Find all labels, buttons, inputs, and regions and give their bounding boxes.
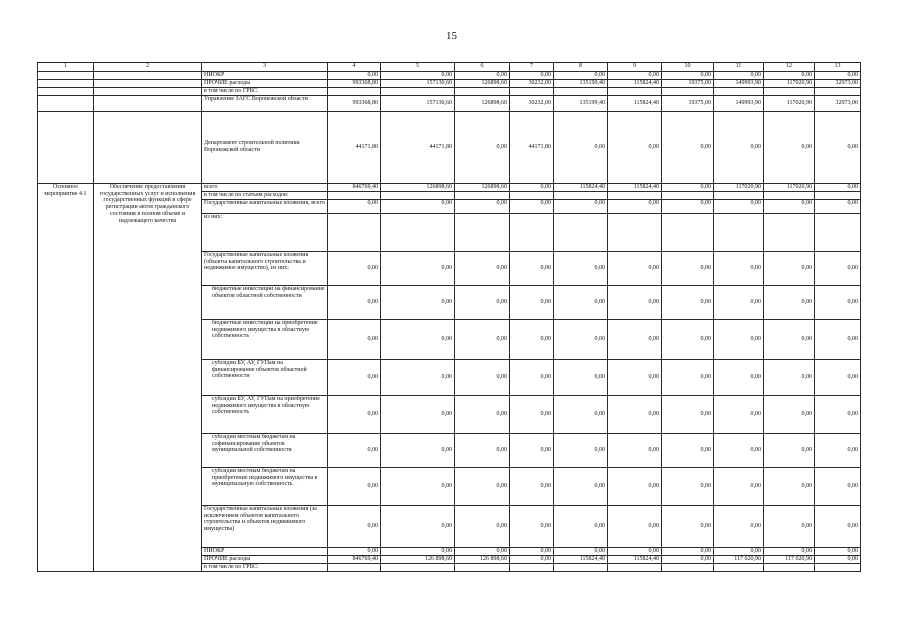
value-cell bbox=[662, 191, 714, 199]
empty-cell bbox=[94, 87, 202, 95]
row-label: всего bbox=[202, 183, 328, 191]
table-row bbox=[38, 95, 861, 111]
value-cell bbox=[381, 87, 455, 95]
column-header: 5 bbox=[381, 63, 455, 72]
value-cell: 0,00 bbox=[510, 285, 554, 319]
empty-cell bbox=[94, 72, 202, 80]
value-cell: 0,00 bbox=[328, 547, 381, 555]
value-cell: 0,00 bbox=[510, 319, 554, 359]
empty-cell bbox=[38, 111, 94, 183]
value-cell: 846769,40 bbox=[328, 183, 381, 191]
value-cell bbox=[714, 87, 764, 95]
value-cell: 0,00 bbox=[714, 111, 764, 183]
value-cell bbox=[608, 191, 662, 199]
value-cell bbox=[554, 87, 608, 95]
value-cell: 44171,80 bbox=[328, 111, 381, 183]
column-header: 2 bbox=[94, 63, 202, 72]
value-cell bbox=[714, 563, 764, 571]
column-header: 6 bbox=[455, 63, 510, 72]
value-cell bbox=[554, 213, 608, 251]
value-cell: 0,00 bbox=[608, 395, 662, 433]
value-cell bbox=[381, 191, 455, 199]
value-cell: 0,00 bbox=[455, 433, 510, 467]
value-cell: 0,00 bbox=[608, 505, 662, 547]
value-cell: 115824,40 bbox=[554, 555, 608, 563]
value-cell: 0,00 bbox=[510, 183, 554, 191]
value-cell: 117 020,90 bbox=[714, 555, 764, 563]
table-row bbox=[38, 183, 861, 191]
value-cell: 0,00 bbox=[381, 251, 455, 285]
value-cell: 0,00 bbox=[554, 72, 608, 80]
value-cell: 0,00 bbox=[554, 433, 608, 467]
value-cell: 0,00 bbox=[608, 467, 662, 505]
value-cell: 0,00 bbox=[815, 433, 861, 467]
value-cell bbox=[815, 191, 861, 199]
value-cell: 0,00 bbox=[608, 199, 662, 213]
value-cell: 993368,80 bbox=[328, 79, 381, 87]
value-cell: 0,00 bbox=[554, 285, 608, 319]
value-cell: 44171,80 bbox=[381, 111, 455, 183]
value-cell: 0,00 bbox=[815, 467, 861, 505]
column-header: 9 bbox=[608, 63, 662, 72]
value-cell: 117020,90 bbox=[764, 95, 815, 111]
value-cell: 0,00 bbox=[608, 251, 662, 285]
value-cell: 0,00 bbox=[554, 505, 608, 547]
row-label: в том числе по ГРБС: bbox=[202, 563, 328, 571]
value-cell: 0,00 bbox=[662, 72, 714, 80]
value-cell: 0,00 bbox=[764, 433, 815, 467]
value-cell: 0,00 bbox=[815, 395, 861, 433]
value-cell: 0,00 bbox=[554, 111, 608, 183]
value-cell: 846769,40 bbox=[328, 555, 381, 563]
value-cell: 117020,90 bbox=[764, 183, 815, 191]
empty-cell bbox=[94, 95, 202, 111]
value-cell bbox=[510, 191, 554, 199]
value-cell: 115824,40 bbox=[608, 79, 662, 87]
value-cell: 0,00 bbox=[815, 359, 861, 395]
value-cell bbox=[554, 563, 608, 571]
value-cell: 0,00 bbox=[510, 72, 554, 80]
value-cell bbox=[608, 563, 662, 571]
value-cell bbox=[764, 563, 815, 571]
value-cell: 30232,00 bbox=[510, 95, 554, 111]
value-cell: 0,00 bbox=[381, 547, 455, 555]
value-cell: 135199,40 bbox=[554, 95, 608, 111]
value-cell: 0,00 bbox=[510, 251, 554, 285]
value-cell: 30232,00 bbox=[510, 79, 554, 87]
empty-cell bbox=[94, 111, 202, 183]
row-label: из них: bbox=[202, 213, 328, 251]
value-cell: 0,00 bbox=[662, 467, 714, 505]
value-cell: 0,00 bbox=[608, 285, 662, 319]
value-cell: 0,00 bbox=[815, 183, 861, 191]
empty-cell bbox=[38, 72, 94, 80]
value-cell: 0,00 bbox=[662, 111, 714, 183]
value-cell: 0,00 bbox=[662, 395, 714, 433]
value-cell: 0,00 bbox=[764, 547, 815, 555]
value-cell bbox=[455, 87, 510, 95]
row-label: Государственные капитальные вложения (за исключением объектов капитального строительства и объектов недвижимого имущества) bbox=[202, 505, 328, 547]
value-cell: 0,00 bbox=[608, 547, 662, 555]
value-cell: 0,00 bbox=[764, 319, 815, 359]
value-cell: 126898,60 bbox=[455, 79, 510, 87]
value-cell bbox=[815, 87, 861, 95]
empty-cell bbox=[38, 95, 94, 111]
value-cell: 0,00 bbox=[662, 199, 714, 213]
value-cell: 0,00 bbox=[815, 285, 861, 319]
value-cell: 0,00 bbox=[554, 467, 608, 505]
value-cell: 0,00 bbox=[815, 555, 861, 563]
value-cell: 0,00 bbox=[815, 547, 861, 555]
row-label: бюджетные инвестиции на приобретение недвижимого имущества в областную собственность bbox=[202, 319, 328, 359]
value-cell: 0,00 bbox=[662, 505, 714, 547]
value-cell: 0,00 bbox=[662, 547, 714, 555]
value-cell: 0,00 bbox=[608, 319, 662, 359]
value-cell: 0,00 bbox=[714, 505, 764, 547]
value-cell: 115824,40 bbox=[608, 95, 662, 111]
page-number: 15 bbox=[446, 30, 457, 42]
value-cell bbox=[328, 87, 381, 95]
value-cell: 0,00 bbox=[764, 111, 815, 183]
row-label: субсидии БУ, АУ, ГУПам на приобретение недвижимого имущества в областную собственность bbox=[202, 395, 328, 433]
table-row bbox=[38, 87, 861, 95]
value-cell bbox=[764, 213, 815, 251]
value-cell bbox=[328, 191, 381, 199]
value-cell: 19375,00 bbox=[662, 79, 714, 87]
value-cell bbox=[714, 191, 764, 199]
value-cell: 0,00 bbox=[328, 72, 381, 80]
value-cell bbox=[455, 213, 510, 251]
value-cell: 0,00 bbox=[328, 467, 381, 505]
value-cell: 0,00 bbox=[662, 555, 714, 563]
value-cell: 0,00 bbox=[608, 359, 662, 395]
value-cell: 0,00 bbox=[328, 395, 381, 433]
value-cell: 0,00 bbox=[455, 285, 510, 319]
value-cell bbox=[328, 563, 381, 571]
row-label: Управление ЗАГС Воронежской области bbox=[202, 95, 328, 111]
row-label: Государственные капитальные вложения, всего bbox=[202, 199, 328, 213]
row-label: ПРОЧИЕ расходы bbox=[202, 555, 328, 563]
value-cell: 0,00 bbox=[662, 319, 714, 359]
value-cell: 0,00 bbox=[662, 359, 714, 395]
value-cell: 0,00 bbox=[455, 467, 510, 505]
value-cell: 0,00 bbox=[608, 72, 662, 80]
value-cell bbox=[815, 213, 861, 251]
value-cell: 0,00 bbox=[554, 199, 608, 213]
value-cell: 0,00 bbox=[608, 433, 662, 467]
value-cell: 0,00 bbox=[764, 72, 815, 80]
value-cell: 0,00 bbox=[714, 547, 764, 555]
value-cell bbox=[554, 191, 608, 199]
row-label: ПРОЧИЕ расходы bbox=[202, 79, 328, 87]
header-row bbox=[38, 63, 861, 72]
value-cell: 115824,40 bbox=[608, 183, 662, 191]
value-cell: 0,00 bbox=[662, 251, 714, 285]
value-cell: 0,00 bbox=[510, 433, 554, 467]
column-header: 10 bbox=[662, 63, 714, 72]
value-cell: 117020,90 bbox=[714, 183, 764, 191]
table-row bbox=[38, 111, 861, 183]
row-label: Государственные капитальные вложения (объекты капитального строительства и недвижимое имущество), из них: bbox=[202, 251, 328, 285]
value-cell bbox=[381, 563, 455, 571]
value-cell bbox=[328, 213, 381, 251]
value-cell: 0,00 bbox=[328, 359, 381, 395]
column-header: 12 bbox=[764, 63, 815, 72]
value-cell: 0,00 bbox=[510, 547, 554, 555]
value-cell: 0,00 bbox=[455, 199, 510, 213]
value-cell: 0,00 bbox=[815, 505, 861, 547]
measure-code: Основное мероприятие 4.1 bbox=[38, 183, 94, 571]
value-cell: 126898,60 bbox=[381, 183, 455, 191]
value-cell: 0,00 bbox=[815, 251, 861, 285]
value-cell: 0,00 bbox=[455, 111, 510, 183]
row-label: бюджетные инвестиции на финансирование объектов областной собственности bbox=[202, 285, 328, 319]
value-cell: 0,00 bbox=[815, 199, 861, 213]
value-cell: 0,00 bbox=[510, 395, 554, 433]
value-cell: 0,00 bbox=[554, 395, 608, 433]
value-cell: 0,00 bbox=[608, 111, 662, 183]
value-cell: 0,00 bbox=[510, 505, 554, 547]
value-cell: 0,00 bbox=[714, 72, 764, 80]
value-cell: 0,00 bbox=[510, 199, 554, 213]
value-cell: 0,00 bbox=[328, 199, 381, 213]
value-cell: 0,00 bbox=[381, 359, 455, 395]
value-cell: 0,00 bbox=[510, 555, 554, 563]
value-cell: 0,00 bbox=[764, 199, 815, 213]
value-cell: 32973,00 bbox=[815, 79, 861, 87]
value-cell bbox=[608, 87, 662, 95]
value-cell: 126 898,60 bbox=[455, 555, 510, 563]
value-cell: 0,00 bbox=[510, 467, 554, 505]
value-cell: 0,00 bbox=[381, 505, 455, 547]
table-row bbox=[38, 72, 861, 80]
value-cell bbox=[764, 191, 815, 199]
value-cell: 0,00 bbox=[328, 251, 381, 285]
value-cell: 0,00 bbox=[554, 359, 608, 395]
value-cell: 0,00 bbox=[381, 285, 455, 319]
value-cell: 149993,90 bbox=[714, 95, 764, 111]
value-cell: 0,00 bbox=[764, 505, 815, 547]
value-cell: 157130,60 bbox=[381, 79, 455, 87]
value-cell: 993368,80 bbox=[328, 95, 381, 111]
row-label: НИОКР bbox=[202, 72, 328, 80]
value-cell: 149993,90 bbox=[714, 79, 764, 87]
row-label: Департамент строительной политики Воронежской области bbox=[202, 111, 328, 183]
value-cell: 117020,90 bbox=[764, 79, 815, 87]
value-cell bbox=[608, 213, 662, 251]
value-cell bbox=[662, 213, 714, 251]
value-cell: 0,00 bbox=[815, 111, 861, 183]
value-cell: 0,00 bbox=[328, 505, 381, 547]
value-cell: 0,00 bbox=[554, 547, 608, 555]
value-cell: 0,00 bbox=[554, 251, 608, 285]
table-row bbox=[38, 79, 861, 87]
empty-cell bbox=[38, 79, 94, 87]
value-cell: 0,00 bbox=[381, 395, 455, 433]
value-cell: 0,00 bbox=[714, 467, 764, 505]
column-header: 3 bbox=[202, 63, 328, 72]
value-cell: 0,00 bbox=[455, 395, 510, 433]
row-label: субсидии местным бюджетам на приобретение недвижимого имущества в муниципальную собственность bbox=[202, 467, 328, 505]
value-cell: 0,00 bbox=[328, 433, 381, 467]
value-cell: 0,00 bbox=[764, 251, 815, 285]
value-cell: 0,00 bbox=[381, 433, 455, 467]
value-cell bbox=[714, 213, 764, 251]
value-cell bbox=[510, 87, 554, 95]
value-cell: 0,00 bbox=[510, 359, 554, 395]
value-cell: 0,00 bbox=[764, 395, 815, 433]
column-header: 4 bbox=[328, 63, 381, 72]
value-cell: 0,00 bbox=[554, 319, 608, 359]
value-cell bbox=[764, 87, 815, 95]
column-header: 11 bbox=[714, 63, 764, 72]
value-cell: 0,00 bbox=[714, 433, 764, 467]
value-cell: 126898,60 bbox=[455, 183, 510, 191]
row-label: в том числе по статьям расходов: bbox=[202, 191, 328, 199]
value-cell: 19375,00 bbox=[662, 95, 714, 111]
column-header: 7 bbox=[510, 63, 554, 72]
value-cell: 0,00 bbox=[455, 547, 510, 555]
value-cell bbox=[455, 191, 510, 199]
empty-cell bbox=[38, 87, 94, 95]
value-cell: 0,00 bbox=[815, 72, 861, 80]
value-cell: 115824,40 bbox=[608, 555, 662, 563]
budget-table bbox=[37, 62, 861, 572]
value-cell: 0,00 bbox=[381, 72, 455, 80]
value-cell: 0,00 bbox=[714, 251, 764, 285]
value-cell: 0,00 bbox=[381, 199, 455, 213]
empty-cell bbox=[94, 79, 202, 87]
value-cell: 0,00 bbox=[714, 395, 764, 433]
value-cell: 0,00 bbox=[328, 285, 381, 319]
value-cell: 0,00 bbox=[815, 319, 861, 359]
value-cell: 157130,60 bbox=[381, 95, 455, 111]
value-cell: 0,00 bbox=[764, 359, 815, 395]
value-cell bbox=[381, 213, 455, 251]
measure-name: Обеспечение предоставления государственных услуг и исполнения государственных функций в сфере регистрации актов гражданского состояния в полном объеме и надлежащего качества bbox=[94, 183, 202, 571]
row-label: в том числе по ГРБС: bbox=[202, 87, 328, 95]
value-cell: 117 020,90 bbox=[764, 555, 815, 563]
value-cell: 32973,00 bbox=[815, 95, 861, 111]
value-cell bbox=[815, 563, 861, 571]
value-cell: 126898,60 bbox=[455, 95, 510, 111]
value-cell: 126 898,60 bbox=[381, 555, 455, 563]
value-cell: 0,00 bbox=[455, 251, 510, 285]
value-cell: 0,00 bbox=[328, 319, 381, 359]
value-cell: 0,00 bbox=[455, 72, 510, 80]
value-cell: 44171,80 bbox=[510, 111, 554, 183]
value-cell bbox=[510, 213, 554, 251]
value-cell: 0,00 bbox=[714, 359, 764, 395]
value-cell: 115824,40 bbox=[554, 183, 608, 191]
value-cell: 0,00 bbox=[764, 285, 815, 319]
value-cell: 0,00 bbox=[662, 433, 714, 467]
value-cell: 0,00 bbox=[381, 319, 455, 359]
value-cell: 0,00 bbox=[662, 183, 714, 191]
value-cell: 0,00 bbox=[381, 467, 455, 505]
value-cell: 0,00 bbox=[455, 359, 510, 395]
value-cell: 0,00 bbox=[714, 319, 764, 359]
value-cell: 0,00 bbox=[714, 199, 764, 213]
value-cell: 0,00 bbox=[455, 505, 510, 547]
value-cell: 135199,40 bbox=[554, 79, 608, 87]
value-cell: 0,00 bbox=[662, 285, 714, 319]
value-cell bbox=[510, 563, 554, 571]
row-label: НИОКР bbox=[202, 547, 328, 555]
value-cell: 0,00 bbox=[764, 467, 815, 505]
value-cell: 0,00 bbox=[455, 319, 510, 359]
column-header: 8 bbox=[554, 63, 608, 72]
column-header: 1 bbox=[38, 63, 94, 72]
column-header: 13 bbox=[815, 63, 861, 72]
value-cell bbox=[455, 563, 510, 571]
value-cell: 0,00 bbox=[714, 285, 764, 319]
row-label: субсидии БУ, АУ, ГУПам на финансирование объектов областной собственности bbox=[202, 359, 328, 395]
value-cell bbox=[662, 87, 714, 95]
value-cell bbox=[662, 563, 714, 571]
row-label: субсидии местным бюджетам на софинансирование объектов муниципальной собственности bbox=[202, 433, 328, 467]
